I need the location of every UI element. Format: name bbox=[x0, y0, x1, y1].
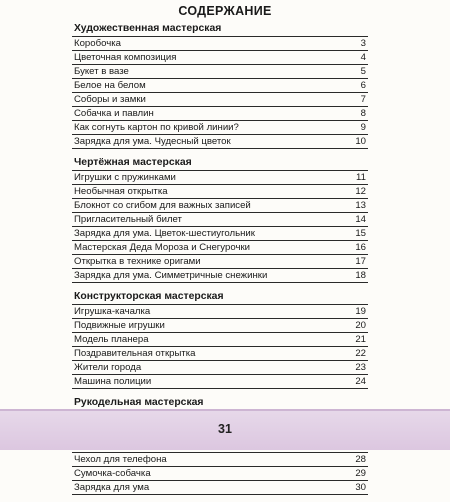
toc-entry bbox=[72, 213, 368, 227]
entry-page-number: 28 bbox=[355, 454, 366, 465]
entry-title: Зарядка для ума. Чудесный цветок bbox=[74, 136, 231, 147]
toc-entry bbox=[72, 333, 368, 347]
entry-title: Игрушки с пружинками bbox=[74, 172, 176, 183]
toc-entry bbox=[72, 305, 368, 319]
entry-title: Зарядка для ума. Симметричные снежинки bbox=[74, 270, 268, 281]
entry-title: Жители города bbox=[74, 362, 142, 373]
entry-page-number: 12 bbox=[355, 186, 366, 197]
toc-entry bbox=[72, 79, 368, 93]
entry-page-number: 10 bbox=[355, 136, 366, 147]
toc-section bbox=[72, 156, 368, 283]
toc-entry bbox=[72, 269, 368, 283]
toc-entry bbox=[72, 255, 368, 269]
toc-entry bbox=[72, 361, 368, 375]
entry-page-number: 16 bbox=[355, 242, 366, 253]
toc-section bbox=[72, 22, 368, 149]
section-title: Конструкторская мастерская bbox=[74, 291, 224, 302]
entry-title: Коробочка bbox=[74, 38, 121, 49]
entry-title: Игрушка-качалка bbox=[74, 306, 151, 317]
toc-entries bbox=[72, 36, 368, 149]
entry-title: Модель планера bbox=[74, 334, 149, 345]
entry-page-number: 11 bbox=[356, 172, 366, 183]
toc-entry bbox=[72, 107, 368, 121]
toc-entry bbox=[72, 227, 368, 241]
toc-entry bbox=[72, 37, 368, 51]
entry-page-number: 7 bbox=[360, 94, 366, 105]
entry-title: Машина полиции bbox=[74, 376, 152, 387]
entry-page-number: 23 bbox=[355, 362, 366, 373]
toc-entry bbox=[72, 453, 368, 467]
section-title: Чертёжная мастерская bbox=[74, 157, 192, 168]
entry-title: Зарядка для ума bbox=[74, 482, 150, 493]
entry-page-number: 8 bbox=[360, 108, 366, 119]
entry-title: Необычная открытка bbox=[74, 186, 168, 197]
entry-page-number: 30 bbox=[355, 482, 366, 493]
toc-entry bbox=[72, 199, 368, 213]
toc-entry bbox=[72, 319, 368, 333]
entry-title: Сумочка-собачка bbox=[74, 468, 151, 479]
toc-entry bbox=[72, 241, 368, 255]
toc-entries bbox=[72, 170, 368, 283]
section-title: Художественная мастерская bbox=[74, 23, 222, 34]
toc-entry bbox=[72, 121, 368, 135]
toc-entry bbox=[72, 185, 368, 199]
entry-page-number: 21 bbox=[355, 334, 366, 345]
entry-title: Подвижные игрушки bbox=[74, 320, 165, 331]
toc-entry bbox=[72, 375, 368, 389]
entry-page-number: 15 bbox=[355, 228, 366, 239]
entry-title: Блокнот со сгибом для важных записей bbox=[74, 200, 251, 211]
toc-section bbox=[72, 290, 368, 389]
toc-entry bbox=[72, 135, 368, 149]
entry-title: Открытка в технике оригами bbox=[74, 256, 201, 267]
entry-page-number: 20 bbox=[355, 320, 366, 331]
entry-page-number: 22 bbox=[355, 348, 366, 359]
entry-page-number: 14 bbox=[355, 214, 366, 225]
entry-page-number: 5 bbox=[360, 66, 366, 77]
footer-divider bbox=[0, 409, 450, 411]
page-title: СОДЕРЖАНИЕ bbox=[178, 4, 272, 18]
section-title: Рукодельная мастерская bbox=[74, 397, 204, 408]
entry-title: Зарядка для ума. Цветок-шестиугольник bbox=[74, 228, 255, 239]
entry-title: Мастерская Деда Мороза и Снегурочки bbox=[74, 242, 250, 253]
entry-page-number: 6 bbox=[360, 80, 366, 91]
entry-title: Поздравительная открытка bbox=[74, 348, 196, 359]
toc-entry bbox=[72, 171, 368, 185]
entry-page-number: 18 bbox=[355, 270, 366, 281]
toc-entry bbox=[72, 65, 368, 79]
toc-entries bbox=[72, 304, 368, 389]
toc-entry bbox=[72, 481, 368, 495]
entry-page-number: 13 bbox=[355, 200, 366, 211]
toc-entry bbox=[72, 467, 368, 481]
entry-title: Соборы и замки bbox=[74, 94, 146, 105]
entry-title: Цветочная композиция bbox=[74, 52, 177, 63]
entry-title: Собачка и павлин bbox=[74, 108, 154, 119]
entry-page-number: 9 bbox=[360, 122, 366, 133]
entry-page-number: 17 bbox=[355, 256, 366, 267]
entry-title: Пригласительный билет bbox=[74, 214, 182, 225]
entry-page-number: 3 bbox=[360, 38, 366, 49]
entry-title: Чехол для телефона bbox=[74, 454, 167, 465]
entry-page-number: 4 bbox=[360, 52, 366, 63]
entry-title: Букет в вазе bbox=[74, 66, 129, 77]
toc-entry bbox=[72, 51, 368, 65]
entry-title: Белое на белом bbox=[74, 80, 146, 91]
toc-entry bbox=[72, 347, 368, 361]
entry-title: Как согнуть картон по кривой линии? bbox=[74, 122, 239, 133]
toc-entry bbox=[72, 93, 368, 107]
entry-page-number: 19 bbox=[355, 306, 366, 317]
entry-page-number: 24 bbox=[355, 376, 366, 387]
entry-page-number: 29 bbox=[355, 468, 366, 479]
page-number: 31 bbox=[218, 422, 232, 436]
